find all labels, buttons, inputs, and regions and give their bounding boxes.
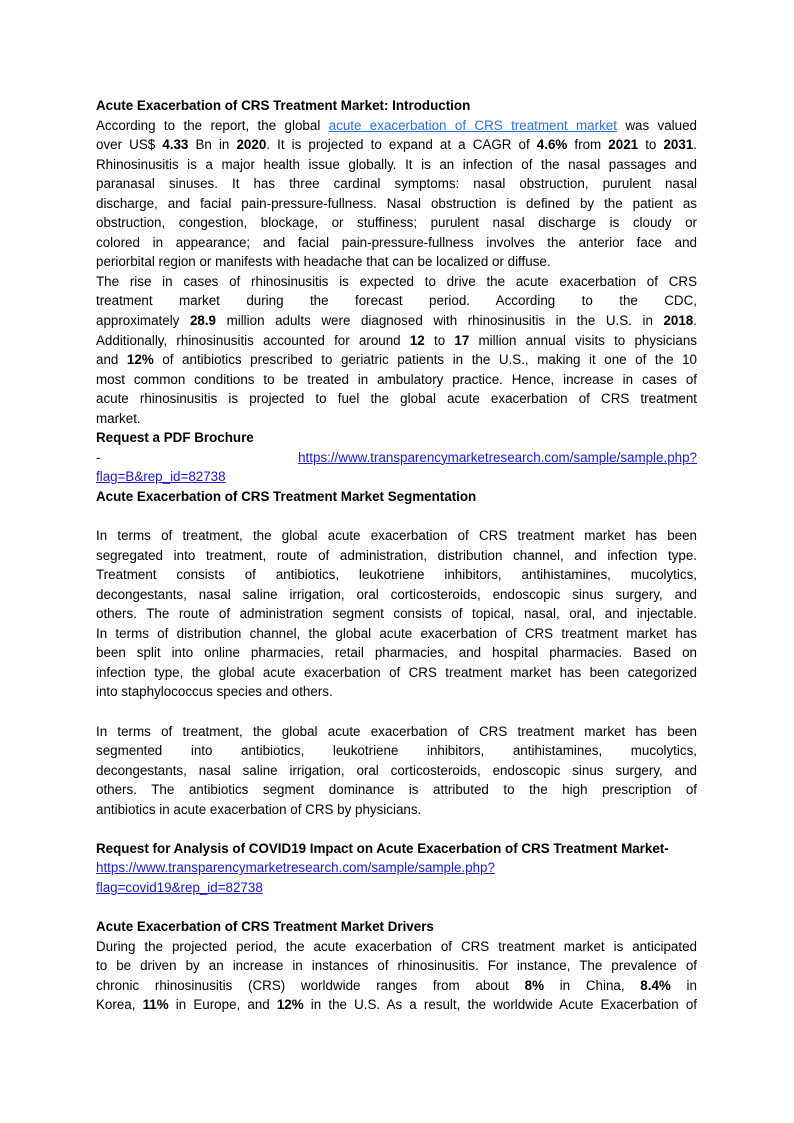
text-run: Bn in [188, 137, 237, 153]
text-run: chronic rhinosinusitis (CRS) worldwide ranges from about [96, 977, 525, 993]
bold-text: Acute Exacerbation of CRS Treatment Market Segmentation [96, 488, 477, 504]
bold-text: Request a PDF Brochure [96, 430, 254, 446]
text-run: in Europe, and [168, 997, 277, 1013]
text-line [96, 663, 697, 683]
text-line [96, 722, 697, 742]
text-line [96, 585, 697, 605]
text-line [96, 252, 697, 272]
text-run: in [670, 977, 697, 993]
text-line [96, 956, 697, 976]
text-run: treatment market during the forecast period. According to the CDC, [96, 293, 697, 309]
text-run: In terms of treatment, the global acute exacerbation of CRS treatment market has been [96, 528, 697, 544]
text-line [96, 194, 697, 214]
text-run: Treatment consists of antibiotics, leukotriene inhibitors, antihistamines, mucolytics, [96, 567, 697, 583]
paragraph [96, 839, 697, 859]
text-run: from [567, 137, 609, 153]
text-run: colored in appearance; and facial pain-pressure-fullness involves the anterior face and [96, 234, 697, 250]
text-run: in the U.S. As a result, the worldwide Acute Exacerbation of [303, 997, 697, 1013]
text-line [96, 682, 697, 702]
document-page [96, 96, 697, 1015]
text-line [96, 428, 697, 448]
bold-text: 12% [276, 997, 304, 1013]
text-line [96, 624, 697, 644]
bold-text: 2018 [663, 313, 694, 329]
paragraph [96, 722, 697, 820]
text-line [96, 858, 697, 878]
blank-line [96, 897, 697, 917]
hyperlink[interactable]: flag=covid19&rep_id=82738 [96, 879, 263, 895]
text-run: most common conditions to be treated in ambulatory practice. Hence, increase in cases of [96, 371, 697, 387]
bold-text: 8% [524, 977, 544, 993]
text-line [96, 448, 697, 468]
text-line [96, 995, 697, 1015]
text-run: others. The antibiotics segment dominance is attributed to the high prescription of [96, 782, 697, 798]
text-line [96, 272, 697, 292]
text-line [96, 839, 697, 859]
text-run: segmented into antibiotics, leukotriene inhibitors, antihistamines, mucolytics, [96, 743, 697, 759]
text-run: . [693, 137, 697, 153]
text-run: to [424, 332, 455, 348]
paragraph [96, 96, 697, 116]
text-line [96, 565, 697, 585]
text-line [96, 487, 697, 507]
text-line [96, 116, 697, 136]
hyperlink[interactable]: https://www.transparencymarketresearch.com/sample/sample.php? [298, 449, 697, 465]
text-run: in China, [543, 977, 641, 993]
text-line [96, 917, 697, 937]
text-line [96, 741, 697, 761]
text-run: discharge, and facial pain-pressure-fullness. Nasal obstruction is defined by the patient as [96, 195, 697, 211]
text-run: periorbital region or manifests with headache that can be localized or diffuse. [96, 254, 551, 270]
bold-text: Acute Exacerbation of CRS Treatment Market Drivers [96, 918, 434, 934]
text-run: infection type, the global acute exacerbation of CRS treatment market has been categorized [96, 664, 697, 680]
text-line [96, 546, 697, 566]
paragraph [96, 487, 697, 507]
text-line [96, 780, 697, 800]
text-run: to be driven by an increase in instances of rhinosinusitis. For instance, The prevalence of [96, 958, 697, 974]
text-line [96, 643, 697, 663]
text-line [96, 526, 697, 546]
bold-text: Acute Exacerbation of CRS Treatment Market: Introduction [96, 98, 471, 113]
text-run: paranasal sinuses. It has three cardinal symptoms: nasal obstruction, purulent nasal [96, 176, 697, 192]
bold-text: 12 [409, 332, 425, 348]
text-run: been split into online pharmacies, retail pharmacies, and hospital pharmacies. Based on [96, 645, 697, 661]
text-run: In terms of treatment, the global acute exacerbation of CRS treatment market has been [96, 723, 697, 739]
text-line [96, 135, 697, 155]
bold-text: 8.4% [640, 977, 671, 993]
paragraph [96, 272, 697, 428]
text-run: million adults were diagnosed with rhinosinusitis in the U.S. in [216, 313, 664, 329]
text-run: was valued [616, 117, 697, 133]
paragraph [96, 448, 697, 487]
text-run: decongestants, nasal saline irrigation, oral corticosteroids, endoscopic sinus surgery, and [96, 762, 697, 778]
bold-text: 2021 [608, 137, 639, 153]
bold-text: 4.33 [162, 137, 189, 153]
text-line [96, 761, 697, 781]
blank-line [96, 702, 697, 722]
text-run: During the projected period, the acute exacerbation of CRS treatment market is anticipated [96, 938, 697, 954]
paragraph [96, 937, 697, 1015]
text-line [96, 409, 697, 429]
text-line [96, 213, 697, 233]
text-run: segregated into treatment, route of administration, distribution channel, and infection type. [96, 547, 697, 563]
bold-text: 28.9 [189, 313, 216, 329]
text-line [96, 878, 697, 898]
text-run: million annual visits to physicians [469, 332, 697, 348]
text-run: . [693, 313, 697, 329]
paragraph [96, 526, 697, 702]
text-line [96, 155, 697, 175]
text-line [96, 96, 697, 116]
text-run: . It is projected to expand at a CAGR of [266, 137, 537, 153]
text-line [96, 311, 697, 331]
text-line [96, 389, 697, 409]
text-run: According to the report, the global [96, 117, 329, 133]
text-run: to [638, 137, 664, 153]
bold-text: Request for Analysis of COVID19 Impact on Acute Exacerbation of CRS Treatment Market- [96, 840, 669, 856]
text-run: of antibiotics prescribed to geriatric patients in the U.S., making it one of the 10 [153, 352, 697, 368]
text-run: The rise in cases of rhinosinusitis is expected to drive the acute exacerbation of CRS [96, 273, 697, 289]
hyperlink[interactable]: https://www.transparencymarketresearch.com/sample/sample.php? [96, 860, 495, 876]
text-run: Additionally, rhinosinusitis accounted for around [96, 332, 410, 348]
text-line [96, 331, 697, 351]
text-run: In terms of distribution channel, the global acute exacerbation of CRS treatment market has [96, 625, 697, 641]
text-line [96, 604, 697, 624]
blank-line [96, 819, 697, 839]
hyperlink[interactable]: acute exacerbation of CRS treatment market [328, 117, 617, 133]
text-run: - [96, 449, 299, 465]
text-run: market. [96, 410, 141, 426]
paragraph [96, 858, 697, 897]
text-line [96, 370, 697, 390]
paragraph [96, 917, 697, 937]
bold-text: 11% [142, 997, 169, 1013]
bold-text: 2031 [663, 137, 694, 153]
paragraph [96, 116, 697, 272]
text-run: into staphylococcus species and others. [96, 684, 333, 700]
hyperlink[interactable]: flag=B&rep_id=82738 [96, 469, 226, 485]
paragraph [96, 428, 697, 448]
text-line [96, 350, 697, 370]
bold-text: 4.6% [536, 137, 568, 153]
text-run: antibiotics in acute exacerbation of CRS by physicians. [96, 801, 422, 817]
text-run: Korea, [96, 997, 143, 1013]
text-run: over US$ [96, 137, 163, 153]
text-run: others. The route of administration segment consists of topical, nasal, oral, and injectable. [96, 606, 697, 622]
text-run: Rhinosinusitis is a major health issue globally. It is an infection of the nasal passages and [96, 156, 697, 172]
text-run: and [96, 352, 127, 368]
text-line [96, 976, 697, 996]
text-line [96, 937, 697, 957]
text-run: obstruction, congestion, blockage, or stuffiness; purulent nasal discharge is cloudy or [96, 215, 697, 231]
text-line [96, 174, 697, 194]
bold-text: 2020 [236, 137, 267, 153]
bold-text: 12% [126, 352, 154, 368]
text-line [96, 467, 697, 487]
text-line [96, 291, 697, 311]
bold-text: 17 [454, 332, 470, 348]
text-line [96, 233, 697, 253]
text-run: approximately [96, 313, 190, 329]
text-line [96, 800, 697, 820]
text-run: acute rhinosinusitis is projected to fuel the global acute exacerbation of CRS treatment [96, 391, 697, 407]
blank-line [96, 506, 697, 526]
text-run: decongestants, nasal saline irrigation, oral corticosteroids, endoscopic sinus surgery, and [96, 586, 697, 602]
